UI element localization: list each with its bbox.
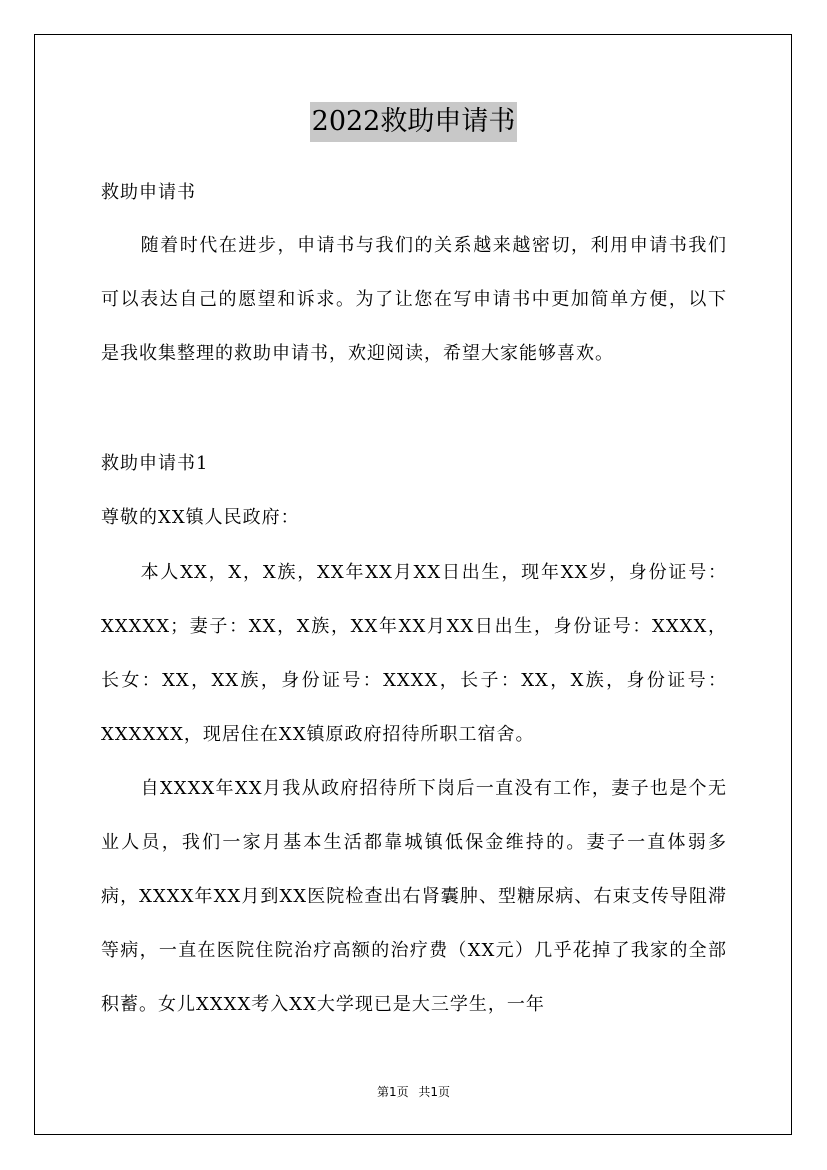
salutation: 尊敬的XX镇人民政府： xyxy=(101,507,300,528)
paragraph-2: 自XXXX年XX月我从政府招待所下岗后一直没有工作，妻子也是个无业人员，我们一家月基本生活都靠城镇低保金维持的。妻子一直体弱多病，XXXX年XX月到XX医院检查出右肾囊肿、型糖尿病、右束支传导阻滞等病，一直在医院住院治疗高额的治疗费（XX元）几乎花掉了我家的全部积蓄。女儿XXXX考入XX大学现已是大三学生，一年 xyxy=(101,778,727,1015)
document-title: 2022救助申请书 xyxy=(310,102,518,142)
intro-section xyxy=(101,219,727,381)
paragraph-1: 本人XX，X，X族，XX年XX月XX日出生，现年XX岁，身份证号：XXXXX；妻子：XX，X族，XX年XX月XX日出生，身份证号：XXXX，长女：XX，XX族，身份证号：XXXX，长子：XX，X族，身份证号：XXXXXX，现居住在XX镇原政府招待所职工宿舍。 xyxy=(101,562,727,745)
page-footer xyxy=(0,1084,827,1100)
intro-paragraph: 随着时代在进步，申请书与我们的关系越来越密切，利用申请书我们可以表达自己的愿望和诉求。为了让您在写申请书中更加简单方便，以下是我收集整理的救助申请书，欢迎阅读，希望大家能够喜欢。 xyxy=(101,235,727,364)
section1-heading: 救助申请书1 xyxy=(101,453,209,474)
title-container xyxy=(0,102,827,142)
page-number-total: 共1页 xyxy=(418,1085,451,1099)
section1-body xyxy=(101,546,727,1032)
intro-heading: 救助申请书 xyxy=(101,182,196,203)
page-number-current: 第1页 xyxy=(376,1085,409,1099)
